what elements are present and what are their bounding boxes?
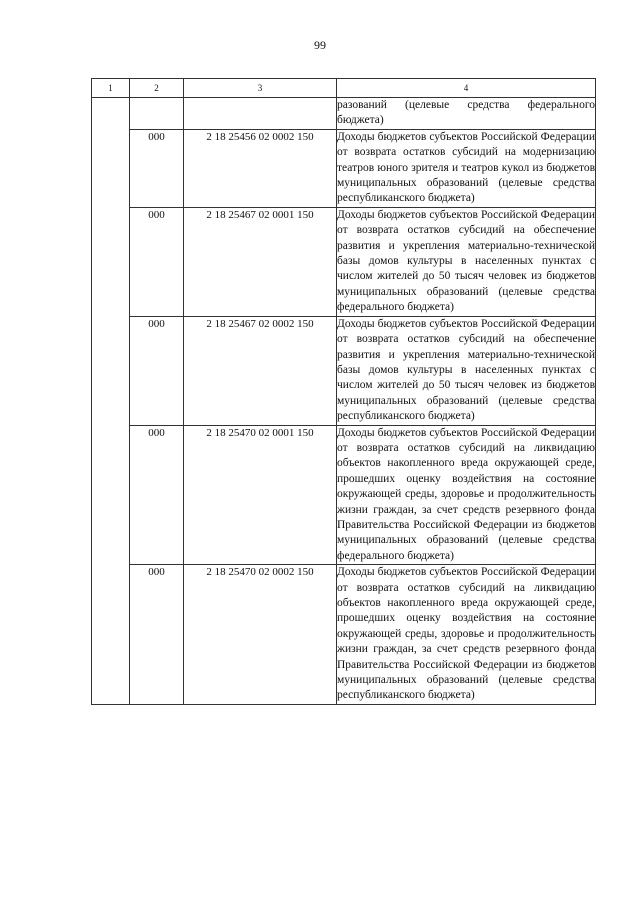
header-col-1: 1 bbox=[92, 79, 130, 98]
admin-code-cell: 000 bbox=[130, 129, 184, 207]
description-cell: Доходы бюджетов субъектов Российской Федерации от возврата остатков субсидий на обеспечение развития и укрепления материально-технической базы домов культуры в населенных пунктах с числом жителей до 50 тысяч человек из бюджетов муниципальных образований (целевые средства республиканского бюджета) bbox=[337, 316, 596, 425]
table-row bbox=[92, 129, 596, 207]
header-col-3: 3 bbox=[184, 79, 337, 98]
description-cell: Доходы бюджетов субъектов Российской Федерации от возврата остатков субсидий на ликвидацию объектов накопленного вреда окружающей среде, прошедших оценку воздействия на состояние окружающей среды, здоровье и продолжительность жизни граждан, за счет средств резервного фонда Правительства Российской Федерации из бюджетов муниципальных образований (целевые средства федерального бюджета) bbox=[337, 425, 596, 565]
admin-code-cell: 000 bbox=[130, 425, 184, 565]
continuation-description: разований (целевые средства федерального бюджета) bbox=[337, 98, 596, 130]
budget-table bbox=[91, 78, 596, 705]
description-cell: Доходы бюджетов субъектов Российской Федерации от возврата остатков субсидий на ликвидацию объектов накопленного вреда окружающей среде, прошедших оценку воздействия на состояние окружающей среды, здоровье и продолжительность жизни граждан, за счет средств резервного фонда Правительства Российской Федерации из бюджетов муниципальных образований (целевые средства республиканского бюджета) bbox=[337, 565, 596, 705]
classification-code-cell: 2 18 25470 02 0002 150 bbox=[184, 565, 337, 705]
table-header bbox=[92, 79, 596, 98]
classification-code-cell: 2 18 25467 02 0001 150 bbox=[184, 207, 337, 316]
classification-code-cell: 2 18 25467 02 0002 150 bbox=[184, 316, 337, 425]
table-row bbox=[92, 316, 596, 425]
header-col-2: 2 bbox=[130, 79, 184, 98]
admin-code-cell: 000 bbox=[130, 565, 184, 705]
header-row bbox=[92, 79, 596, 98]
table-body bbox=[92, 98, 596, 705]
continuation-code-cell bbox=[184, 98, 337, 130]
table-row-continuation bbox=[92, 98, 596, 130]
description-cell: Доходы бюджетов субъектов Российской Федерации от возврата остатков субсидий на модернизацию театров юного зрителя и театров кукол из бюджетов муниципальных образований (целевые средства республиканского бюджета) bbox=[337, 129, 596, 207]
classification-code-cell: 2 18 25456 02 0002 150 bbox=[184, 129, 337, 207]
table-row bbox=[92, 565, 596, 705]
admin-code-cell: 000 bbox=[130, 207, 184, 316]
header-col-4: 4 bbox=[337, 79, 596, 98]
table-row bbox=[92, 207, 596, 316]
table-row bbox=[92, 425, 596, 565]
admin-code-cell: 000 bbox=[130, 316, 184, 425]
classification-code-cell: 2 18 25470 02 0001 150 bbox=[184, 425, 337, 565]
continuation-admin-cell bbox=[130, 98, 184, 130]
description-cell: Доходы бюджетов субъектов Российской Федерации от возврата остатков субсидий на обеспечение развития и укрепления материально-технической базы домов культуры в населенных пунктах с числом жителей до 50 тысяч человек из бюджетов муниципальных образований (целевые средства федерального бюджета) bbox=[337, 207, 596, 316]
page-number: 99 bbox=[314, 38, 326, 52]
merged-first-column-cell bbox=[92, 98, 130, 705]
